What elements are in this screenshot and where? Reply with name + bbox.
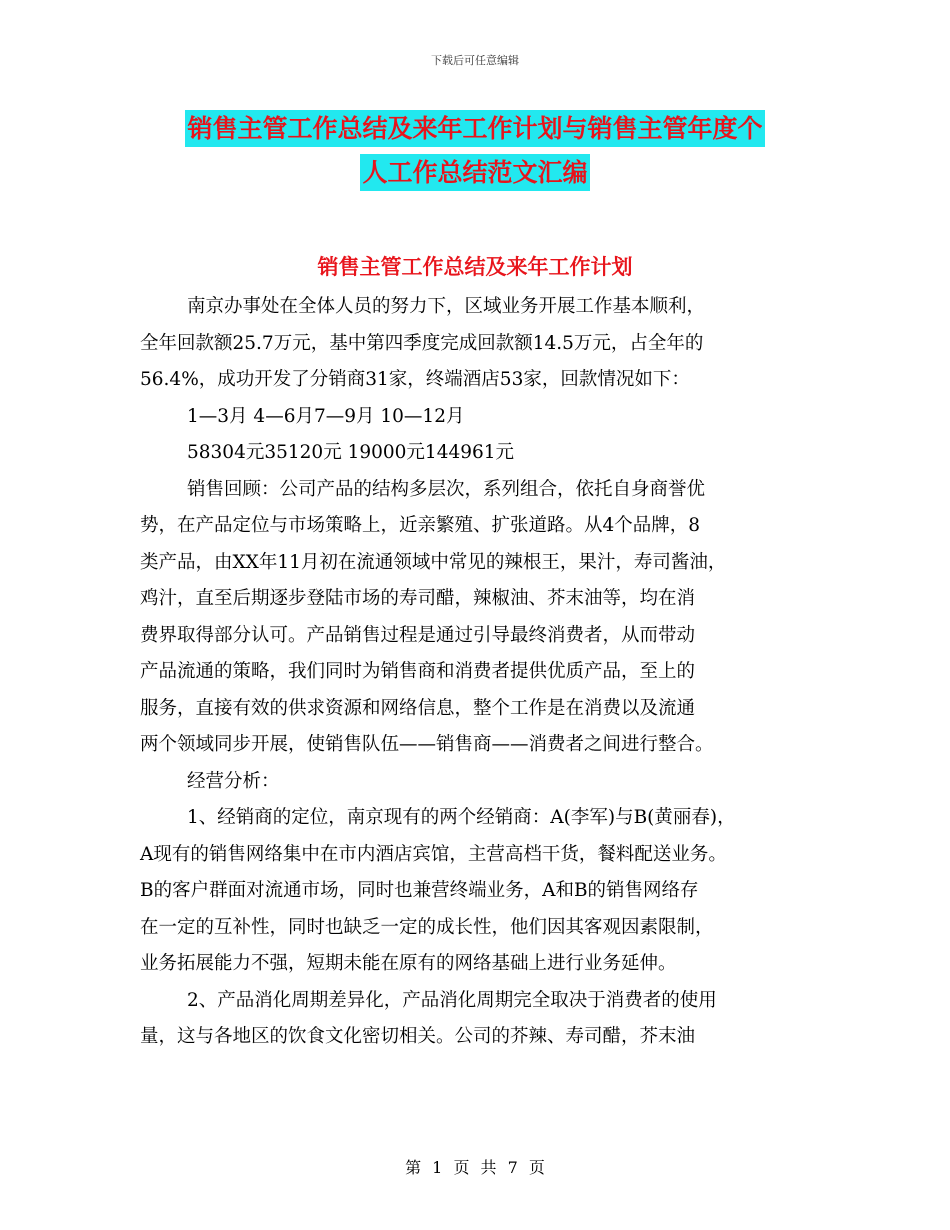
header-note: 下载后可任意编辑 [431,54,519,67]
body-line: 势，在产品定位与市场策略上，近亲繁殖、扩张道路。从4个品牌，8 [140,515,701,536]
page-footer: 第 1 页 共 7 页 [405,1158,545,1177]
body-line: 鸡汁，直至后期逐步登陆市场的寿司醋，辣椒油、芥末油等，均在消 [140,588,696,609]
body-line: 1、经销商的定位，南京现有的两个经销商：A(李军)与B(黄丽春)， [187,807,736,828]
document-title-line-2 [0,160,950,185]
body-line: 量，这与各地区的饮食文化密切相关。公司的芥辣、寿司醋，芥末油 [140,1026,696,1047]
body-line: 两个领域同步开展，使销售队伍——销售商——消费者之间进行整合。 [140,734,714,755]
body-line: 服务，直接有效的供求资源和网络信息，整个工作是在消费以及流通 [140,697,696,719]
body-text [140,289,820,1056]
body-line: 在一定的互补性，同时也缺乏一定的成长性，他们因其客观因素限制， [140,916,714,938]
section-heading: 销售主管工作总结及来年工作计划 [317,255,633,279]
body-line: 类产品，由XX年11月初在流通领域中常见的辣根王，果汁，寿司酱油， [140,551,727,573]
body-line: 58304元35120元 19000元144961元 [187,442,515,463]
body-line: 南京办事处在全体人员的努力下，区域业务开展工作基本顺利， [187,296,706,317]
body-line: 经营分析： [187,770,280,792]
document-title-line-1-text: 销售主管工作总结及来年工作计划与销售主管年度个 [185,110,764,147]
body-line: A现有的销售网络集中在市内酒店宾馆，主营高档干货，餐料配送业务。 [140,843,727,865]
body-line: 业务拓展能力不强，短期未能在原有的网络基础上进行业务延伸。 [140,953,677,974]
body-line: 1—3月 4—6月7—9月 10—12月 [187,405,465,427]
body-line: 产品流通的策略，我们同时为销售商和消费者提供优质产品，至上的 [140,661,696,682]
body-line: 2、产品消化周期差异化，产品消化周期完全取决于消费者的使用 [187,989,717,1011]
body-line: B的客户群面对流通市场，同时也兼营终端业务，A和B的销售网络存 [140,880,699,901]
document-title-line-1 [0,116,950,141]
body-line: 费界取得部分认可。产品销售过程是通过引导最终消费者，从而带动 [140,624,696,646]
body-line: 56.4%，成功开发了分销商31家，终端酒店53家，回款情况如下： [140,369,690,390]
body-line: 全年回款额25.7万元，基中第四季度完成回款额14.5万元，占全年的 [140,332,704,354]
document-title-line-2-text: 人工作总结范文汇编 [360,154,589,191]
body-line: 销售回顾：公司产品的结构多层次，系列组合，依托自身商誉优 [187,478,706,500]
